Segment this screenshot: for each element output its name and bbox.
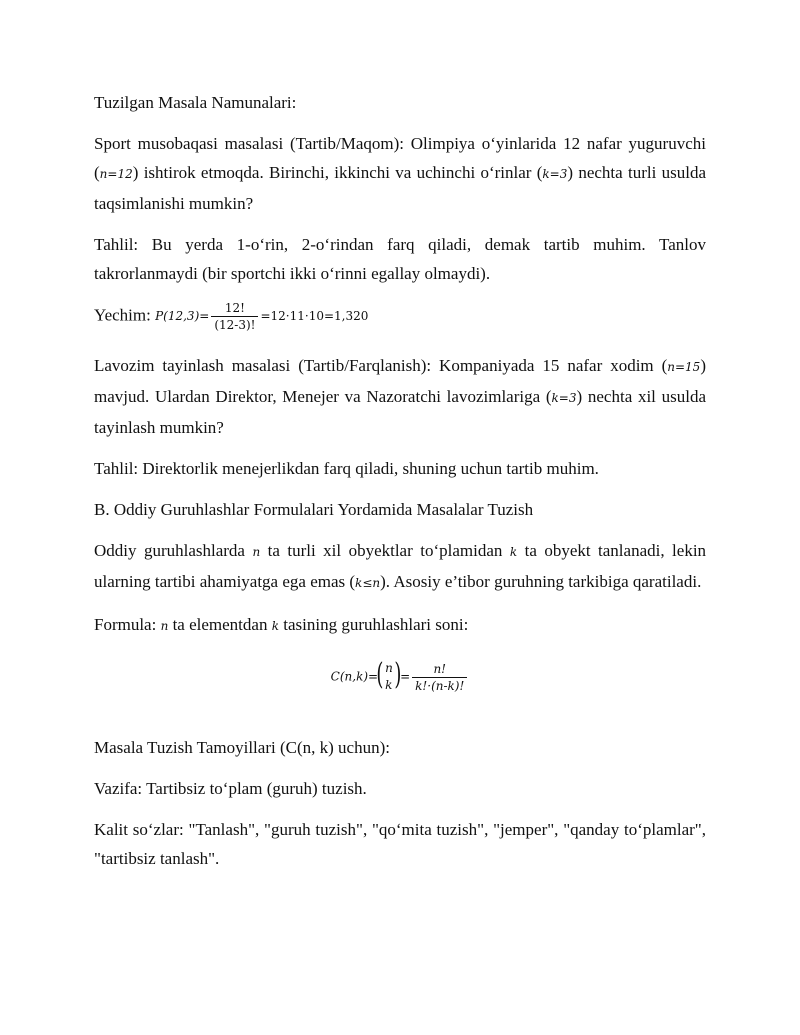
paragraph-analysis-2: Tahlil: Direktorlik menejerlikdan farq qiladi, shuning uchun tartib muhim. bbox=[94, 459, 599, 478]
equals-sign: = bbox=[400, 669, 411, 684]
math-inline: n=12 bbox=[99, 167, 133, 181]
paragraph-principles-heading: Masala Tuzish Tamoyillari (C(n, k) uchun): bbox=[94, 738, 390, 757]
text: Oddiy guruhlashlarda bbox=[94, 541, 245, 560]
text: ) mavjud. Ulardan Direktor, Menejer va Nazoratchi lavozimlariga ( bbox=[94, 356, 706, 406]
text: Lavozim tayinlash masalasi (Tartib/Farqlanish): Kompaniyada 15 nafar xodim ( bbox=[94, 356, 668, 375]
solution-label: Yechim: bbox=[94, 305, 151, 325]
math-inline: k bbox=[509, 545, 518, 559]
fraction bbox=[211, 300, 258, 333]
right-paren: ) bbox=[394, 657, 402, 692]
math-inline: k bbox=[271, 619, 279, 633]
binomial-coefficient bbox=[376, 657, 402, 695]
text: ) ishtirok etmoqda. Birinchi, ikkinchi va uchinchi o‘rinlar ( bbox=[132, 163, 543, 182]
math-inline: k≤n bbox=[355, 576, 381, 590]
math-inline: n bbox=[160, 619, 169, 633]
paragraph-position-problem bbox=[94, 351, 706, 442]
fraction-denominator: k!·(n-k)! bbox=[415, 678, 465, 693]
formula-rhs: =12·11·10=1,320 bbox=[260, 309, 369, 323]
math-inline: k=3 bbox=[542, 167, 568, 181]
math-inline: n=15 bbox=[667, 360, 701, 374]
section-heading: Tuzilgan Masala Namunalari: bbox=[94, 93, 297, 112]
text: ) nechta turli usulda taqsimlanishi mumkin? bbox=[94, 163, 706, 213]
fraction-numerator: 12! bbox=[211, 300, 258, 317]
paragraph-keywords: Kalit so‘zlar: "Tanlash", "guruh tuzish", "qo‘mita tuzish", "jemper", "qanday to‘plamlar", "tartibsiz tanlash". bbox=[94, 820, 706, 868]
binom-top: n bbox=[385, 661, 393, 675]
left-paren: ( bbox=[376, 657, 384, 692]
paragraph-combinations-intro bbox=[94, 536, 706, 598]
fraction-numerator: n! bbox=[412, 661, 467, 678]
document-page bbox=[94, 88, 706, 885]
math-inline: k=3 bbox=[551, 391, 577, 405]
text: tasining guruhlashlari soni: bbox=[283, 615, 469, 634]
fraction-denominator: (12-3)! bbox=[214, 318, 256, 332]
text: Sport musobaqasi masalasi (Tartib/Maqom): Olimpiya o‘yinlarida 12 nafar yuguruvchi ( bbox=[94, 134, 706, 182]
text: ta obyekt tanlanadi, lekin ularning tartibi ahamiyatga ega emas ( bbox=[94, 541, 707, 591]
text: Formula: bbox=[94, 615, 157, 634]
permutation-formula bbox=[155, 300, 368, 333]
combination-formula bbox=[94, 659, 706, 709]
paragraph-analysis-1: Tahlil: Bu yerda 1-o‘rin, 2-o‘rindan farq qiladi, demak tartib muhim. Tanlov takrorlanmaydi (bir sportchi ikki o‘rinni egallay olmaydi). bbox=[94, 235, 706, 283]
fraction bbox=[412, 661, 467, 694]
text: ) nechta xil usulda tayinlash mumkin? bbox=[94, 387, 706, 437]
text: ). Asosiy e’tibor guruhning tarkibiga qaratiladi. bbox=[380, 572, 702, 591]
formula-lhs: C(n,k)= bbox=[330, 669, 379, 684]
text: ta elementdan bbox=[172, 615, 268, 634]
binom-bottom: k bbox=[385, 678, 393, 692]
math-inline: n bbox=[252, 545, 261, 559]
paragraph-solution bbox=[94, 300, 706, 333]
paragraph-task: Vazifa: Tartibsiz to‘plam (guruh) tuzish. bbox=[94, 779, 367, 798]
paragraph-sport-problem bbox=[94, 129, 706, 218]
formula-lhs: P(12,3)= bbox=[155, 309, 210, 323]
subsection-heading: B. Oddiy Guruhlashlar Formulalari Yordamida Masalalar Tuzish bbox=[94, 500, 534, 519]
text: ta turli xil obyektlar to‘plamidan bbox=[267, 541, 503, 560]
paragraph-formula-intro bbox=[94, 610, 706, 641]
